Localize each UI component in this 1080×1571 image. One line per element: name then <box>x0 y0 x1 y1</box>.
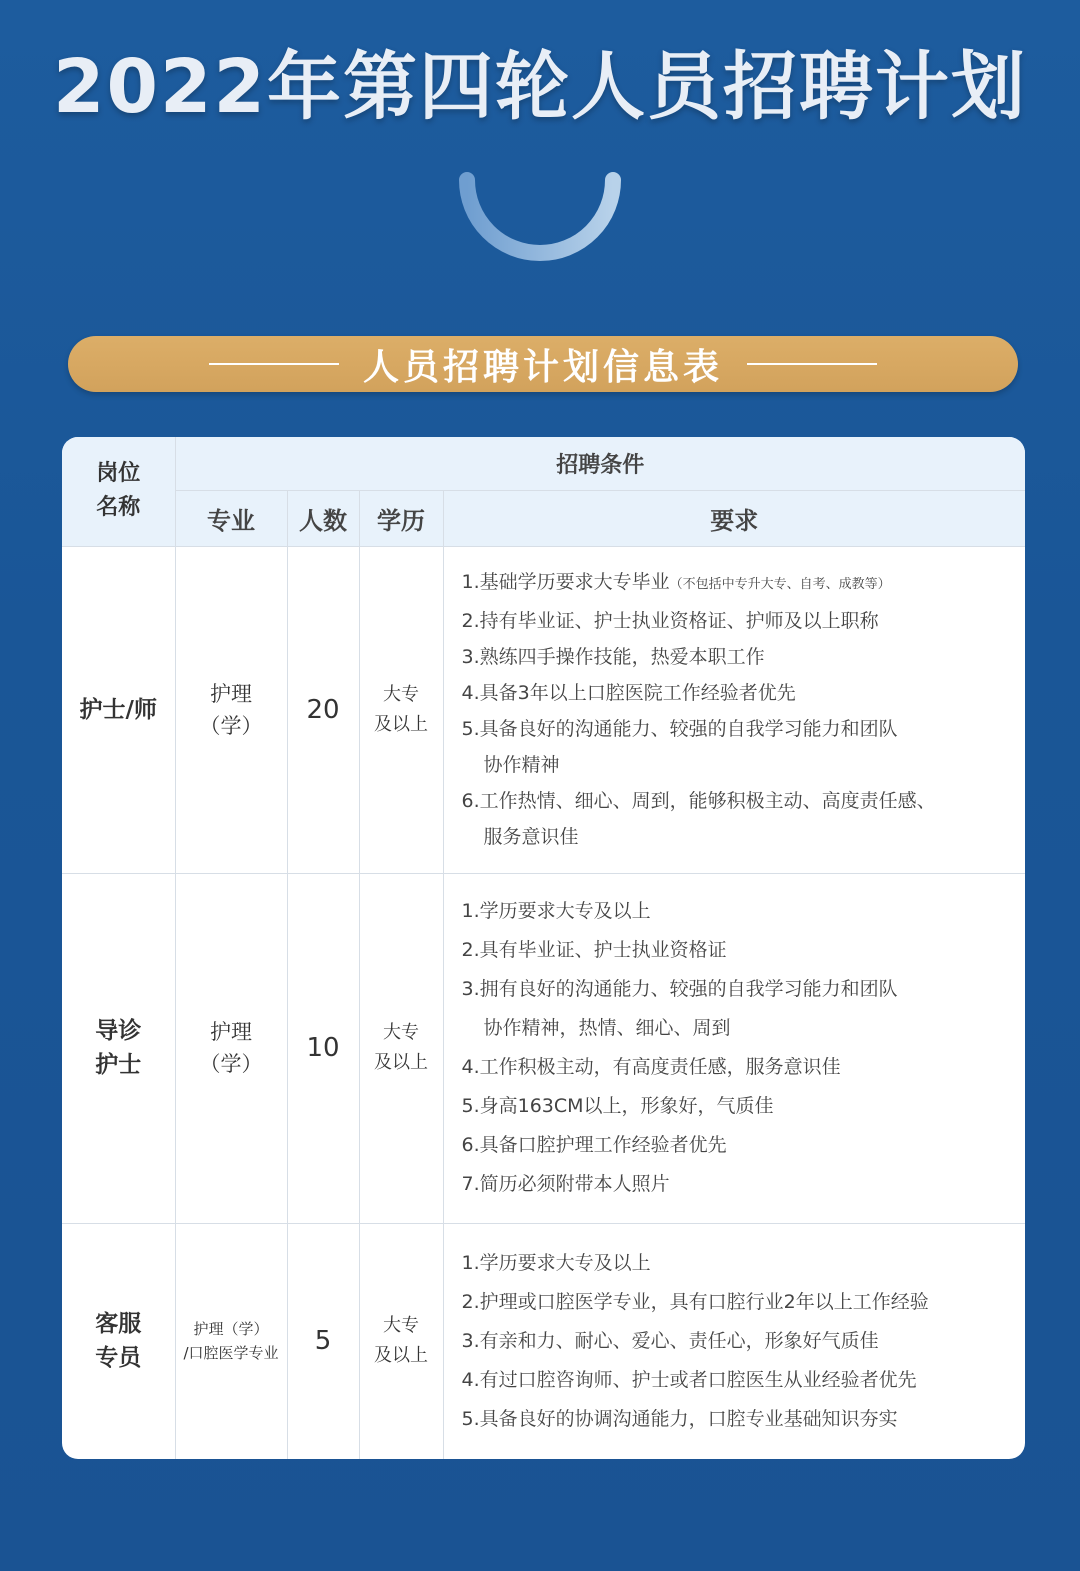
requirement-text: 1.基础学历要求大专毕业 <box>461 571 670 593</box>
position-line2: 专员 <box>95 1345 142 1372</box>
major-cell <box>175 546 287 873</box>
major-line2: （学） <box>199 713 263 738</box>
education-cell <box>359 1223 443 1459</box>
requirement-line: 4.工作积极主动，有高度责任感，服务意识佳 <box>461 1056 841 1078</box>
education-line1: 大专 <box>383 683 419 705</box>
requirement-line: 2.持有毕业证、护士执业资格证、护师及以上职称 <box>461 610 879 632</box>
requirement-line: 协作精神，热情、细心、周到 <box>483 1017 731 1039</box>
header-position <box>62 437 175 546</box>
major-line1: 护理 <box>210 681 252 706</box>
requirement-line: 4.有过口腔咨询师、护士或者口腔医生从业经验者优先 <box>461 1368 917 1391</box>
banner-line-right <box>747 363 877 365</box>
requirement-line: 2.护理或口腔医学专业，具有口腔行业2年以上工作经验 <box>461 1290 929 1313</box>
education-line2: 及以上 <box>374 1345 428 1367</box>
header-position-line2: 名称 <box>96 495 141 521</box>
table-row <box>62 1223 1025 1459</box>
requirement-line: 3.拥有良好的沟通能力、较强的自我学习能力和团队 <box>461 978 898 1000</box>
requirement-line: 协作精神 <box>483 754 560 776</box>
requirements-cell <box>443 873 1025 1223</box>
major-cell <box>175 873 287 1223</box>
major-line1: 护理 <box>210 1020 252 1044</box>
requirement-line <box>462 564 1026 603</box>
education-line1: 大专 <box>383 1315 419 1337</box>
recruitment-table <box>62 437 1025 1459</box>
major-line2: （学） <box>199 1052 263 1076</box>
count-cell: 5 <box>287 1223 359 1459</box>
position-cell <box>62 873 175 1223</box>
banner-title: 人员招聘计划信息表 <box>362 346 723 388</box>
position-line1: 客服 <box>95 1311 142 1338</box>
requirement-line: 5.具备良好的沟通能力、较强的自我学习能力和团队 <box>461 718 898 740</box>
position-line2: 护士 <box>95 1052 142 1078</box>
education-line1: 大专 <box>383 1022 419 1043</box>
header-education: 学历 <box>359 490 443 546</box>
table-row <box>62 546 1025 873</box>
requirements-cell <box>443 546 1025 873</box>
major-line1: 护理（学） <box>193 1320 269 1339</box>
header-requirements: 要求 <box>443 490 1025 546</box>
position-cell: 护士/师 <box>62 546 175 873</box>
requirement-line: 3.熟练四手操作技能，热爱本职工作 <box>461 646 765 668</box>
requirement-line: 1.学历要求大专及以上 <box>461 900 651 922</box>
requirement-line: 5.身高163CM以上，形象好，气质佳 <box>461 1095 774 1117</box>
requirement-line: 3.有亲和力、耐心、爱心、责任心，形象好气质佳 <box>461 1329 879 1352</box>
section-banner <box>68 336 1018 392</box>
major-line2: /口腔医学专业 <box>183 1344 279 1363</box>
education-line2: 及以上 <box>374 713 428 735</box>
requirement-line: 7.简历必须附带本人照片 <box>461 1173 670 1195</box>
education-line2: 及以上 <box>374 1052 428 1073</box>
requirement-line: 6.工作热情、细心、周到，能够积极主动、高度责任感、 <box>461 790 936 812</box>
major-cell <box>175 1223 287 1459</box>
requirement-line: 2.具有毕业证、护士执业资格证 <box>461 939 727 961</box>
banner-line-left <box>209 363 339 365</box>
page-title: 2022年第四轮人员招聘计划 <box>53 44 1027 130</box>
count-cell: 10 <box>287 873 359 1223</box>
education-cell <box>359 546 443 873</box>
position-line1: 导诊 <box>95 1018 142 1044</box>
table-row <box>62 873 1025 1223</box>
requirements-cell <box>443 1223 1025 1459</box>
position-cell <box>62 1223 175 1459</box>
requirement-line: 5.具备良好的协调沟通能力，口腔专业基础知识夯实 <box>461 1407 898 1430</box>
requirement-line: 服务意识佳 <box>483 826 579 848</box>
requirement-line: 6.具备口腔护理工作经验者优先 <box>461 1134 727 1156</box>
requirement-note: （不包括中专升大专、自考、成教等） <box>669 577 891 592</box>
requirement-line: 4.具备3年以上口腔医院工作经验者优先 <box>461 682 796 704</box>
recruitment-table-card <box>62 437 1025 1459</box>
header-conditions: 招聘条件 <box>175 437 1025 490</box>
header-major: 专业 <box>175 490 287 546</box>
arc-decoration <box>455 170 625 270</box>
requirement-line: 1.学历要求大专及以上 <box>461 1251 651 1274</box>
education-cell <box>359 873 443 1223</box>
header-count: 人数 <box>287 490 359 546</box>
header-position-line1: 岗位 <box>96 461 141 487</box>
count-cell: 20 <box>287 546 359 873</box>
